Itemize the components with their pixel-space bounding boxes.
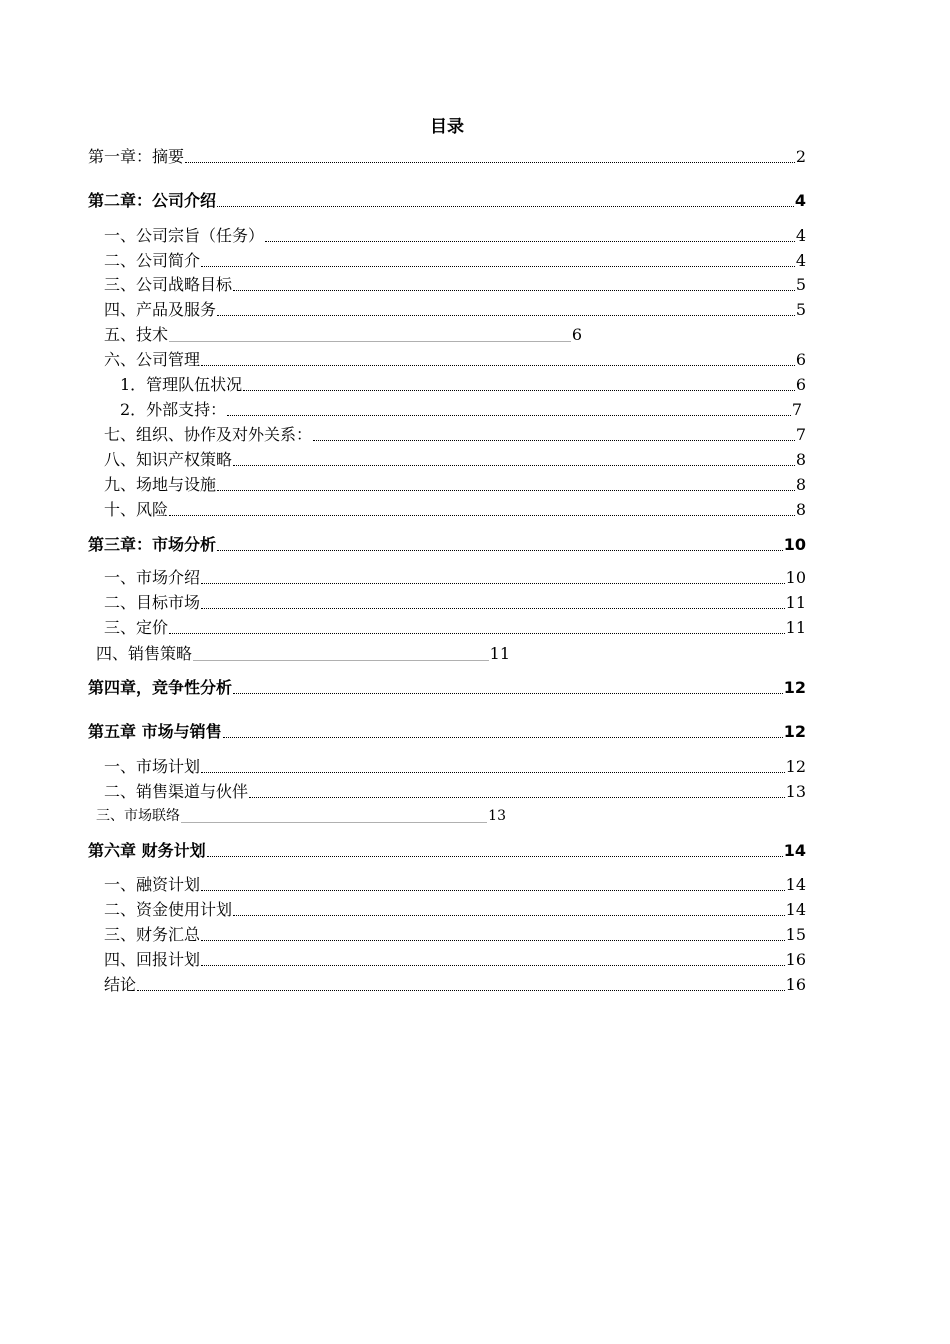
dot-leader <box>223 737 783 738</box>
toc-entry-section[interactable] <box>104 275 806 295</box>
toc-entry-page: 8 <box>795 450 806 469</box>
toc-entry-page: 6 <box>795 350 806 369</box>
dot-leader <box>137 990 785 991</box>
toc-entry-label: 二、销售渠道与伙伴 <box>104 782 249 801</box>
dot-leader <box>201 965 785 966</box>
toc-entry-label: 第五章 市场与销售 <box>88 722 222 741</box>
toc-entry-label: 结论 <box>104 975 137 994</box>
toc-entry-section[interactable] <box>104 568 806 588</box>
toc-entry-section[interactable] <box>96 806 506 826</box>
toc-entry-section[interactable] <box>104 325 582 345</box>
dot-leader <box>249 797 785 798</box>
toc-entry-label: 十、风险 <box>104 500 169 519</box>
toc-entry-section[interactable] <box>104 875 806 895</box>
toc-entry-page: 4 <box>795 226 806 245</box>
dot-leader <box>217 315 795 316</box>
toc-entry-label: 二、资金使用计划 <box>104 900 233 919</box>
toc-entry-label: 六、公司管理 <box>104 350 201 369</box>
toc-entry-page: 6 <box>571 325 582 344</box>
toc-entry-page: 16 <box>785 950 806 969</box>
toc-entry-label: 一、市场计划 <box>104 757 201 776</box>
toc-entry-section[interactable] <box>104 450 806 470</box>
toc-entry-page: 5 <box>795 300 806 319</box>
toc-entry-label: 第一章：摘要 <box>88 147 185 166</box>
toc-entry-section[interactable] <box>96 644 510 664</box>
dot-leader <box>201 266 795 267</box>
toc-entry-label: 一、公司宗旨（任务） <box>104 226 265 245</box>
toc-entry-chapter-5[interactable] <box>88 722 806 742</box>
toc-entry-page: 2 <box>795 147 806 166</box>
toc-entry-label: 四、产品及服务 <box>104 300 217 319</box>
toc-entry-chapter-1[interactable] <box>88 147 806 167</box>
toc-entry-page: 14 <box>783 841 806 860</box>
toc-entry-subsection[interactable] <box>120 400 802 420</box>
toc-entry-label: 第二章：公司介绍 <box>88 191 217 210</box>
toc-entry-section[interactable] <box>104 350 806 370</box>
toc-entry-page: 12 <box>783 678 806 697</box>
toc-entry-page: 7 <box>795 425 806 444</box>
toc-entry-page: 8 <box>795 500 806 519</box>
dot-leader <box>233 915 785 916</box>
toc-entry-label: 二、公司简介 <box>104 251 201 270</box>
toc-entry-label: 四、回报计划 <box>104 950 201 969</box>
dot-leader <box>201 890 785 891</box>
toc-title: 目录 <box>430 117 464 137</box>
toc-entry-page: 4 <box>795 251 806 270</box>
toc-entry-page: 13 <box>488 808 506 824</box>
dot-leader <box>233 693 783 694</box>
toc-entry-page: 6 <box>795 375 806 394</box>
toc-entry-subsection[interactable] <box>120 375 806 395</box>
toc-entry-label: 九、场地与设施 <box>104 475 217 494</box>
toc-entry-label: 一、市场介绍 <box>104 568 201 587</box>
dot-leader <box>169 515 795 516</box>
dot-leader <box>243 390 795 391</box>
toc-entry-section[interactable] <box>104 251 806 271</box>
toc-entry-label: 第六章 财务计划 <box>88 841 206 860</box>
toc-entry-section[interactable] <box>104 500 806 520</box>
toc-entry-label: 四、销售策略 <box>96 644 193 663</box>
toc-entry-label: 第四章，竞争性分析 <box>88 678 233 697</box>
solid-leader <box>169 341 571 342</box>
toc-entry-label: 七、组织、协作及对外关系： <box>104 425 313 444</box>
toc-entry-page: 12 <box>783 722 806 741</box>
toc-entry-label: 三、公司战略目标 <box>104 275 233 294</box>
dot-leader <box>201 608 785 609</box>
toc-entry-page: 7 <box>791 400 802 419</box>
toc-entry-section[interactable] <box>104 925 806 945</box>
toc-entry-section[interactable] <box>104 900 806 920</box>
toc-entry-section[interactable] <box>104 618 806 638</box>
toc-entry-section[interactable] <box>104 226 806 246</box>
dot-leader <box>201 583 785 584</box>
toc-entry-label: 1．管理队伍状况 <box>120 375 243 394</box>
dot-leader <box>185 162 795 163</box>
toc-entry-page: 11 <box>785 593 806 612</box>
toc-entry-chapter-4[interactable] <box>88 678 806 698</box>
toc-entry-page: 16 <box>785 975 806 994</box>
toc-entry-label: 一、融资计划 <box>104 875 201 894</box>
dot-leader <box>217 206 794 207</box>
toc-entry-section[interactable] <box>104 782 806 802</box>
dot-leader <box>207 856 783 857</box>
toc-entry-page: 4 <box>794 191 806 210</box>
toc-entry-page: 11 <box>785 618 806 637</box>
toc-entry-page: 11 <box>489 644 510 663</box>
toc-entry-page: 10 <box>783 535 806 554</box>
toc-entry-page: 14 <box>785 900 806 919</box>
dot-leader <box>169 633 785 634</box>
toc-entry-page: 13 <box>785 782 806 801</box>
dot-leader <box>201 940 785 941</box>
toc-entry-page: 14 <box>785 875 806 894</box>
toc-entry-page: 12 <box>785 757 806 776</box>
dot-leader <box>201 772 785 773</box>
toc-entry-label: 五、技术 <box>104 325 169 344</box>
dot-leader <box>233 465 795 466</box>
dot-leader <box>217 550 783 551</box>
toc-entry-section[interactable] <box>104 425 806 445</box>
toc-entry-label: 三、定价 <box>104 618 169 637</box>
solid-leader <box>193 660 489 661</box>
dot-leader <box>233 290 795 291</box>
toc-entry-chapter-2[interactable] <box>88 191 806 211</box>
toc-entry-chapter-3[interactable] <box>88 535 806 555</box>
toc-entry-page: 5 <box>795 275 806 294</box>
solid-leader <box>181 822 487 823</box>
toc-entry-label: 八、知识产权策略 <box>104 450 233 469</box>
toc-entry-section[interactable] <box>104 757 806 777</box>
toc-entry-conclusion[interactable] <box>104 975 806 995</box>
toc-entry-label: 三、市场联络 <box>96 808 180 824</box>
toc-entry-label: 三、财务汇总 <box>104 925 201 944</box>
toc-entry-label: 第三章：市场分析 <box>88 535 217 554</box>
toc-entry-page: 8 <box>795 475 806 494</box>
dot-leader <box>217 490 795 491</box>
dot-leader <box>201 365 795 366</box>
toc-entry-section[interactable] <box>104 475 806 495</box>
toc-entry-page: 10 <box>785 568 806 587</box>
dot-leader <box>227 415 791 416</box>
toc-entry-section[interactable] <box>104 300 806 320</box>
toc-entry-label: 二、目标市场 <box>104 593 201 612</box>
toc-entry-label: 2．外部支持： <box>120 400 227 419</box>
toc-entry-section[interactable] <box>104 950 806 970</box>
toc-entry-chapter-6[interactable] <box>88 841 806 861</box>
dot-leader <box>313 440 795 441</box>
toc-entry-page: 15 <box>785 925 806 944</box>
toc-entry-section[interactable] <box>104 593 806 613</box>
dot-leader <box>265 241 795 242</box>
